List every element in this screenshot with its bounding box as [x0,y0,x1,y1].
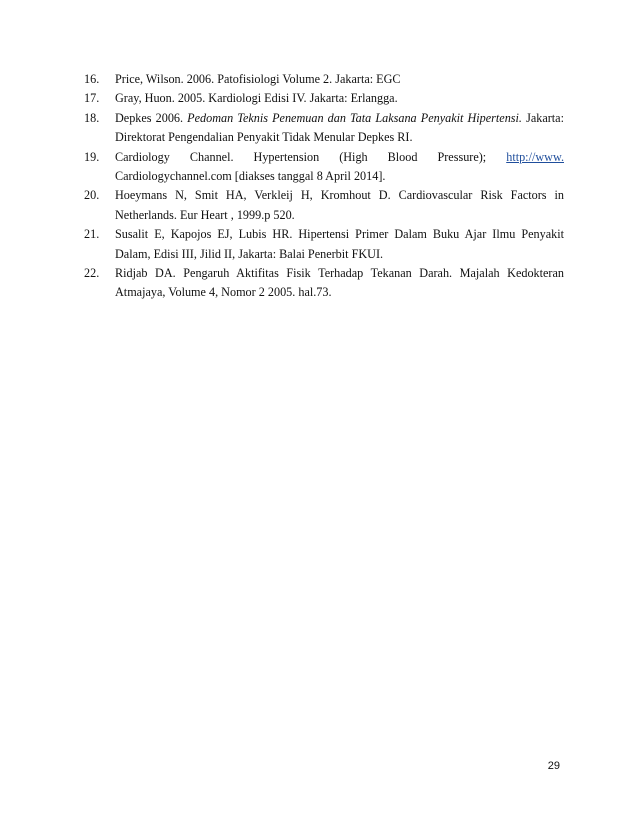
reference-text: Ridjab DA. Pengaruh Aktifitas Fisik Terhadap Tekanan Darah. Majalah Kedokteran Atmajaya, Volume 4, Nomor 2 2005. hal.73. [115,266,564,300]
reference-number: 19. [84,149,100,164]
reference-item-21 [84,225,564,264]
reference-item-20 [84,186,564,225]
reference-item-19 [84,148,564,187]
reference-number: 20. [84,188,100,203]
reference-publisher: Jakarta: Direktorat Pengendalian Penyakit Tidak Menular Depkes RI. [115,110,564,145]
reference-text: Gray, Huon. 2005. Kardiologi Edisi IV. Jakarta: Erlangga. [115,91,398,106]
reference-item-17 [84,89,564,108]
reference-line-1 [115,148,564,167]
reference-title-italic: Pedoman Teknis Penemuan dan Tata Laksana Penyakit Hipertensi. [187,110,522,125]
reference-author-year: Depkes 2006. [115,110,188,125]
reference-number: 17. [84,91,100,106]
reference-link[interactable]: http://www. [506,149,564,164]
reference-item-22 [84,264,564,303]
reference-line-2: Cardiologychannel.com [diakses tanggal 8 April 2014]. [115,169,386,184]
page-number: 29 [547,760,560,772]
reference-item-16 [84,70,564,89]
reference-number: 22. [84,266,100,281]
reference-number: 21. [84,227,100,242]
reference-item-18 [84,109,564,148]
reference-text: Price, Wilson. 2006. Patofisiologi Volume 2. Jakarta: EGC [115,72,401,86]
reference-number: 16. [84,72,100,86]
reference-text: Cardiology Channel. Hypertension (High Blood Pressure); [115,149,487,164]
reference-list [84,70,564,303]
reference-text: Hoeymans N, Smit HA, Verkleij H, Kromhout D. Cardiovascular Risk Factors in Netherlands. Eur Heart , 1999.p 520. [115,188,564,222]
reference-number: 18. [84,110,100,125]
reference-text: Susalit E, Kapojos EJ, Lubis HR. Hipertensi Primer Dalam Buku Ajar Ilmu Penyakit Dalam, Edisi III, Jilid II, Jakarta: Balai Penerbit FKUI. [115,227,564,261]
